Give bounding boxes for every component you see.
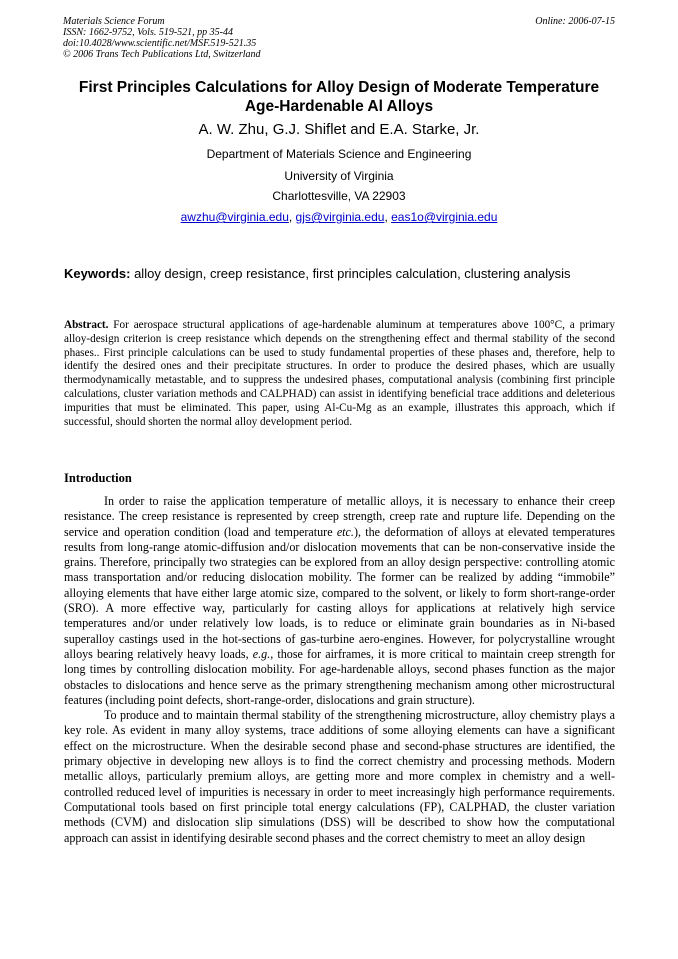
doi-line: doi:10.4028/www.scientific.net/MSF.519-521.35 (63, 38, 257, 49)
running-header (63, 16, 261, 60)
intro-p1-text-a: In order to raise the application temperature of metallic alloys, it is necessary to enhance their creep resistance. The creep resistance is represented by creep strength, creep rate and rupture life. Depending on the service and operation condition (load and temperature (64, 494, 615, 539)
intro-p1-etc: etc. (336, 524, 354, 539)
intro-p1-text-c: , those for airframes, it is more critical to maintain creep strength for long times by controlling dislocation mobility. For age-hardenable alloys, second phases function as the major obstacles to dislocations and hence serve as the primary strengthening mechanism among other microstructural features (including point defects, short-range-order, dislocations and grain structure). (64, 646, 615, 707)
online-date: Online: 2006-07-15 (535, 16, 615, 27)
affiliation-university: University of Virginia (284, 169, 394, 183)
keywords-label: Keywords: (64, 266, 131, 281)
issn-line: ISSN: 1662-9752, Vols. 519-521, pp 35-44 (63, 27, 233, 38)
paper-title (50, 78, 628, 116)
title-line-1: First Principles Calculations for Alloy Design of Moderate Temperature (78, 79, 600, 96)
section-heading-introduction: Introduction (64, 471, 132, 485)
author-emails (50, 210, 628, 224)
affiliation-city: Charlottesville, VA 22903 (272, 189, 406, 203)
copyright-line: © 2006 Trans Tech Publications Ltd, Switzerland (63, 49, 261, 60)
keywords-text: alloy design, creep resistance, first principles calculation, clustering analysis (130, 266, 571, 281)
intro-p1-eg: e.g. (252, 646, 271, 661)
abstract-label: Abstract. (64, 319, 109, 331)
introduction-body (64, 494, 615, 846)
author-list: A. W. Zhu, G.J. Shiflet and E.A. Starke, Jr. (198, 121, 480, 138)
abstract (64, 319, 615, 429)
title-line-2: Age-Hardenable Al Alloys (244, 98, 434, 115)
affiliation-department: Department of Materials Science and Engineering (206, 147, 472, 161)
email-separator: , (288, 210, 296, 224)
email-link-zhu[interactable]: awzhu@virginia.edu (180, 210, 289, 224)
email-separator: , (384, 210, 392, 224)
email-link-shiflet[interactable]: gjs@virginia.edu (295, 210, 385, 224)
intro-paragraph-1 (64, 494, 615, 708)
intro-p1-text-b: ), the deformation of alloys at elevated temperatures results from long-range atomic-diffusion and/or dislocation movements that can be non-conservative inside the grains. Therefore, principally two strategies can be explored from an alloy design perspective: controlling atomic mass transportation and/or reducing dislocation mobility. The former can be realized by adding “immobile” alloying elements that have either large atomic size, compared to the solvent, or likely to form short-range-order (SRO). A more effective way, particularly for casting alloys for applications at relatively high service temperatures and/or under relatively low loads, is to reduce or eliminate grain boundaries as in Ni-based superalloy castings used in the hot-sections of gas-turbine aero-engines. However, for polycrystalline wrought alloys bearing relatively heavy loads, (64, 524, 615, 661)
journal-name: Materials Science Forum (63, 16, 165, 27)
intro-paragraph-2: To produce and to maintain thermal stability of the strengthening microstructure, alloy chemistry plays a key role. As evident in many alloy systems, trace additions of some alloying elements can have a significant effect on the microstructure. When the desirable second phase and second-phase structures are identified, the primary objective in developing new alloys is to find the correct chemistry and processing methods. Modern metallic alloys, particularly premium alloys, are getting more and more complex in chemistry and a well-controlled reduced level of impurities is necessary in order to meet increasingly high performance requirements. Computational tools based on first principle total energy calculations (FP), CALPHAD, the cluster variation methods (CVM) and dislocation slip simulations (DSS) will be described to show how the computational approach can assist in identifying desirable second phases and the correct chemistry to meet an alloy design (64, 708, 615, 845)
email-link-starke[interactable]: eas1o@virginia.edu (391, 210, 498, 224)
keywords (64, 266, 624, 282)
abstract-text: For aerospace structural applications of age-hardenable aluminum at temperatures above 100°C, a primary alloy-design criterion is creep resistance which depends on the strengthening effect and thermal stability of the second phases.. First principle calculations can be used to study fundamental properties of these phases and, therefore, help to identify the desired ones and their precipitate structures. In order to produce the desired phases, which are usually thermodynamically metastable, and to suppress the undesired phases, computational analysis (combining first principle calculations, cluster variation methods and CALPHAD) can assist in identifying beneficial trace additions and deleterious impurities that must be eliminated. This paper, using Al-Cu-Mg as an example, illustrates this approach, which if successful, should shorten the normal alloy development period. (64, 319, 615, 428)
